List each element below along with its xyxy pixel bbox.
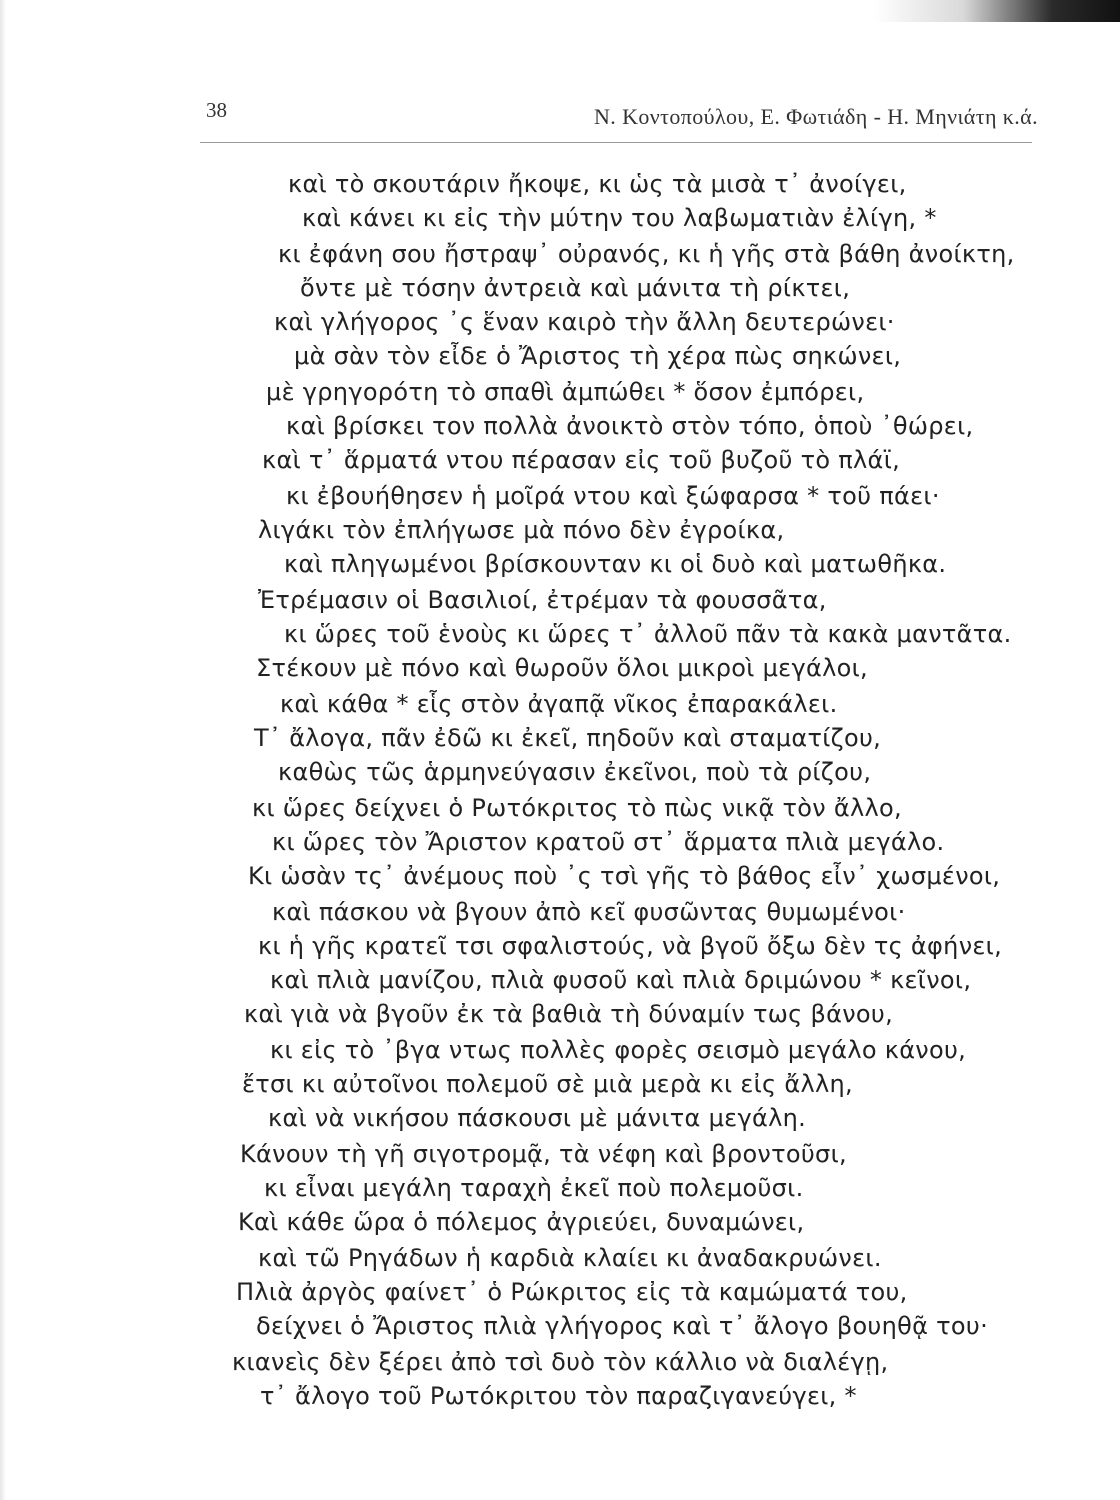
running-head: Ν. Κοντοπούλου, Ε. Φωτιάδη - Η. Μηνιάτη κ.ά.: [593, 104, 1038, 129]
verse-line: καὶ πάσκου νὰ βγουν ἀπὸ κεῖ φυσῶντας θυμωμένοι·: [272, 898, 906, 926]
verse-line: μὲ γρηγορότη τὸ σπαθὶ ἀμπώθει * ὅσον ἐμπόρει,: [266, 378, 865, 406]
verse-line: καὶ τῶ Ρηγάδων ἡ καρδιὰ κλαίει κι ἀναδακρυώνει.: [258, 1244, 882, 1272]
verse-line: Ἐτρέμασιν οἱ Βασιλιοί, ἐτρέμαν τὰ φουσσᾶτα,: [258, 586, 827, 614]
verse-line: δείχνει ὁ Ἄριστος πλιὰ γλήγορος καὶ τ᾽ ἄλογο βουηθᾷ του·: [256, 1312, 989, 1340]
verse-line: καὶ νὰ νικήσου πάσκουσι μὲ μάνιτα μεγάλη.: [268, 1104, 807, 1132]
verse-line: καθὼς τῶς ἁρμηνεύγασιν ἐκεῖνοι, ποὺ τὰ ρίζου,: [278, 758, 872, 786]
verse-line: καὶ κάνει κι εἰς τὴν μύτην του λαβωματιὰν ἐλίγη, *: [302, 204, 937, 232]
verse-line: κι ὥρες δείχνει ὁ Ρωτόκριτος τὸ πὼς νικᾷ τὸν ἄλλο,: [252, 794, 902, 822]
verse-line: λιγάκι τὸν ἐπλήγωσε μὰ πόνο δὲν ἐγροίκα,: [258, 516, 785, 544]
scan-shadow-left: [0, 0, 6, 1500]
verse-line: κι εἰς τὸ ᾽βγα ντως πολλὲς φορὲς σεισμὸ μεγάλο κάνου,: [270, 1036, 967, 1064]
page-number: 38: [206, 98, 227, 122]
verse-line: κι ἡ γῆς κρατεῖ τσι σφαλιστούς, νὰ βγοῦ ὄξω δὲν τς ἀφήνει,: [258, 932, 1003, 960]
verse-line: ὄντε μὲ τόσην ἀντρειὰ καὶ μάνιτα τὴ ρίκτει,: [300, 274, 851, 302]
verse-line: μὰ σὰν τὸν εἶδε ὁ Ἄριστος τὴ χέρα πὼς σηκώνει,: [294, 342, 902, 370]
verse-line: καὶ γιὰ νὰ βγοῦν ἐκ τὰ βαθιὰ τὴ δύναμίν τως βάνου,: [244, 1000, 894, 1028]
verse-line: Καὶ κάθε ὥρα ὁ πόλεμος ἀγριεύει, δυναμώνει,: [238, 1208, 805, 1236]
verse-line: κι ἐφάνη σου ἤστραψ᾽ οὐρανός, κι ἡ γῆς στὰ βάθη ἀνοίκτη,: [278, 240, 1015, 268]
verse-line: καὶ γλήγορος ᾽ς ἕναν καιρὸ τὴν ἄλλη δευτερώνει·: [274, 308, 895, 336]
header-rule: [200, 142, 1032, 143]
verse-line: καὶ τὸ σκουτάριν ἤκοψε, κι ὡς τὰ μισὰ τ᾽ ἀνοίγει,: [288, 170, 907, 198]
verse-line: Τ᾽ ἄλογα, πᾶν ἐδῶ κι ἐκεῖ, πηδοῦν καὶ σταματίζου,: [254, 724, 882, 752]
verse-line: Στέκουν μὲ πόνο καὶ θωροῦν ὅλοι μικροὶ μεγάλοι,: [256, 654, 868, 682]
verse-line: καὶ πλιὰ μανίζου, πλιὰ φυσοῦ καὶ πλιὰ δριμώνου * κεῖνοι,: [270, 966, 972, 994]
verse-line: Κάνουν τὴ γῆ σιγοτρομᾷ, τὰ νέφη καὶ βροντοῦσι,: [240, 1140, 847, 1168]
verse-line: ἔτσι κι αὐτοῖνοι πολεμοῦ σὲ μιὰ μερὰ κι εἰς ἄλλη,: [242, 1070, 853, 1098]
verse-line: κι ὥρες τὸν Ἄριστον κρατοῦ στ᾽ ἅρματα πλιὰ μεγάλο.: [272, 828, 945, 856]
verse-line: καὶ τ᾽ ἅρματά ντου πέρασαν εἰς τοῦ βυζοῦ τὸ πλάϊ,: [262, 446, 901, 474]
verse-line: καὶ πληγωμένοι βρίσκουνταν κι οἱ δυὸ καὶ ματωθῆκα.: [284, 550, 947, 578]
verse-line: κι εἶναι μεγάλη ταραχὴ ἐκεῖ ποὺ πολεμοῦσι.: [264, 1174, 804, 1202]
verse-line: Πλιὰ ἀργὸς φαίνετ᾽ ὁ Ρώκριτος εἰς τὰ καμώματά του,: [236, 1278, 908, 1306]
scan-shadow-top: [0, 0, 1120, 22]
verse-line: τ᾽ ἄλογο τοῦ Ρωτόκριτου τὸν παραζιγανεύγει, *: [260, 1382, 857, 1410]
verse-line: κι ὥρες τοῦ ἑνοὺς κι ὥρες τ᾽ ἀλλοῦ πᾶν τὰ κακὰ μαντᾶτα.: [284, 620, 1012, 648]
verse-line: καὶ βρίσκει τον πολλὰ ἀνοικτὸ στὸν τόπο, ὁποὺ ᾽θώρει,: [286, 412, 974, 440]
verse-line: κιανεὶς δὲν ξέρει ἀπὸ τσὶ δυὸ τὸν κάλλιο νὰ διαλέγῃ,: [232, 1348, 889, 1376]
verse-line: κι ἐβουήθησεν ἡ μοῖρά ντου καὶ ξώφαρσα * τοῦ πάει·: [286, 482, 940, 510]
verse-line: Κι ὡσὰν τς᾽ ἀνέμους ποὺ ᾽ς τσὶ γῆς τὸ βάθος εἶν᾽ χωσμένοι,: [248, 862, 1001, 890]
verse-line: καὶ κάθα * εἷς στὸν ἀγαπᾷ νῖκος ἐπαρακάλει.: [280, 690, 838, 718]
